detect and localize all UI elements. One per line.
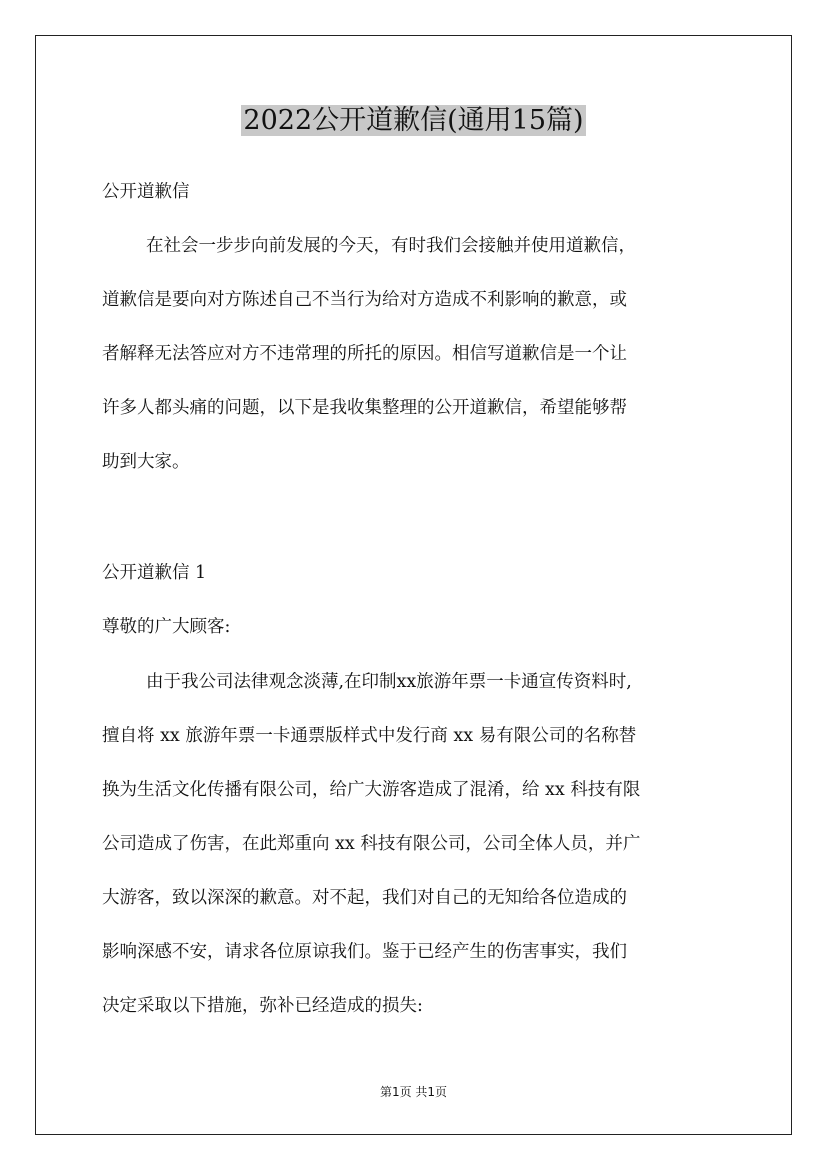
salutation: 尊敬的广大顾客:	[102, 617, 231, 637]
document-title-text: 2022公开道歉信(通用15篇)	[243, 105, 584, 136]
letter-heading: 公开道歉信 1	[102, 563, 207, 583]
intro-paragraph-line: 道歉信是要向对方陈述自己不当行为给对方造成不利影响的歉意，或	[102, 290, 627, 310]
intro-paragraph-line: 在社会一步步向前发展的今天，有时我们会接触并使用道歉信，	[146, 236, 636, 256]
intro-paragraph-line: 助到大家。	[102, 452, 190, 472]
letter-body-line: 决定采取以下措施，弥补已经造成的损失:	[102, 996, 423, 1016]
intro-paragraph-line: 者解释无法答应对方不违常理的所托的原因。相信写道歉信是一个让	[102, 344, 627, 364]
letter-body-line: 公司造成了伤害，在此郑重向 xx 科技有限公司，公司全体人员，并广	[102, 834, 641, 854]
letter-body-line: 擅自将 xx 旅游年票一卡通票版样式中发行商 xx 易有限公司的名称替	[102, 726, 637, 746]
letter-body-line: 影响深感不安，请求各位原谅我们。鉴于已经产生的伤害事实，我们	[102, 942, 627, 962]
document-title	[0, 100, 827, 142]
section-heading: 公开道歉信	[102, 182, 190, 202]
letter-body-line: 由于我公司法律观念淡薄,在印制xx旅游年票一卡通宣传资料时,	[146, 672, 632, 692]
letter-body-line: 大游客，致以深深的歉意。对不起，我们对自己的无知给各位造成的	[102, 888, 627, 908]
letter-body-line: 换为生活文化传播有限公司，给广大游客造成了混淆，给 xx 科技有限	[102, 780, 641, 800]
page-footer: 第1页 共1页	[379, 1085, 448, 1099]
intro-paragraph-line: 许多人都头痛的问题，以下是我收集整理的公开道歉信，希望能够帮	[102, 398, 627, 418]
